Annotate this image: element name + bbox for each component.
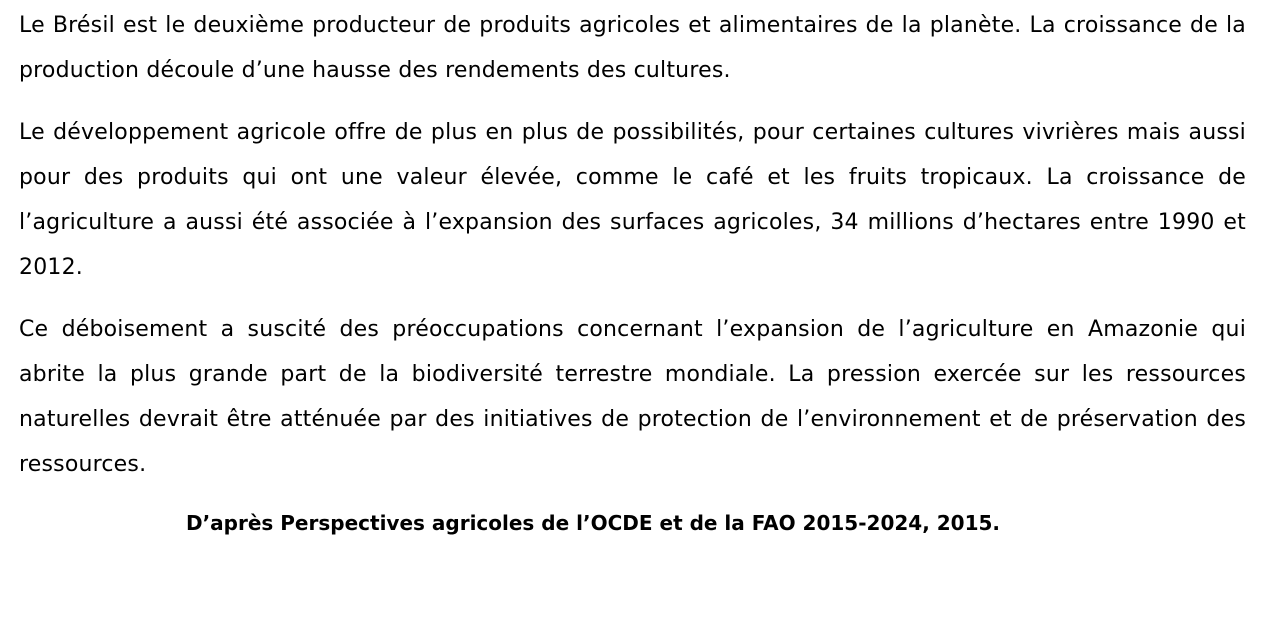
paragraph-1: Le Brésil est le deuxième producteur de produits agricoles et alimentaires de la planète. La croissance de la production découle d’une hausse des rendements des cultures.	[19, 13, 1246, 83]
source-citation: D’après Perspectives agricoles de l’OCDE et de la FAO 2015-2024, 2015.	[185, 511, 1001, 535]
paragraph-2: Le développement agricole offre de plus en plus de possibilités, pour certaines cultures vivrières mais aussi pour des produits qui ont une valeur élevée, comme le café et les fruits tropicaux. La croissance de l’agriculture a aussi été associée à l’expansion des surfaces agricoles, 34 millions d’hectares entre 1990 et 2012.	[19, 120, 1246, 280]
paragraph-3: Ce déboisement a suscité des préoccupations concernant l’expansion de l’agriculture en Amazonie qui abrite la plus grande part de la biodiversité terrestre mondiale. La pression exercée sur les ressources naturelles devrait être atténuée par des initiatives de protection de l’environnement et de préservation des ressources.	[19, 317, 1246, 477]
document-body	[19, 3, 1246, 504]
